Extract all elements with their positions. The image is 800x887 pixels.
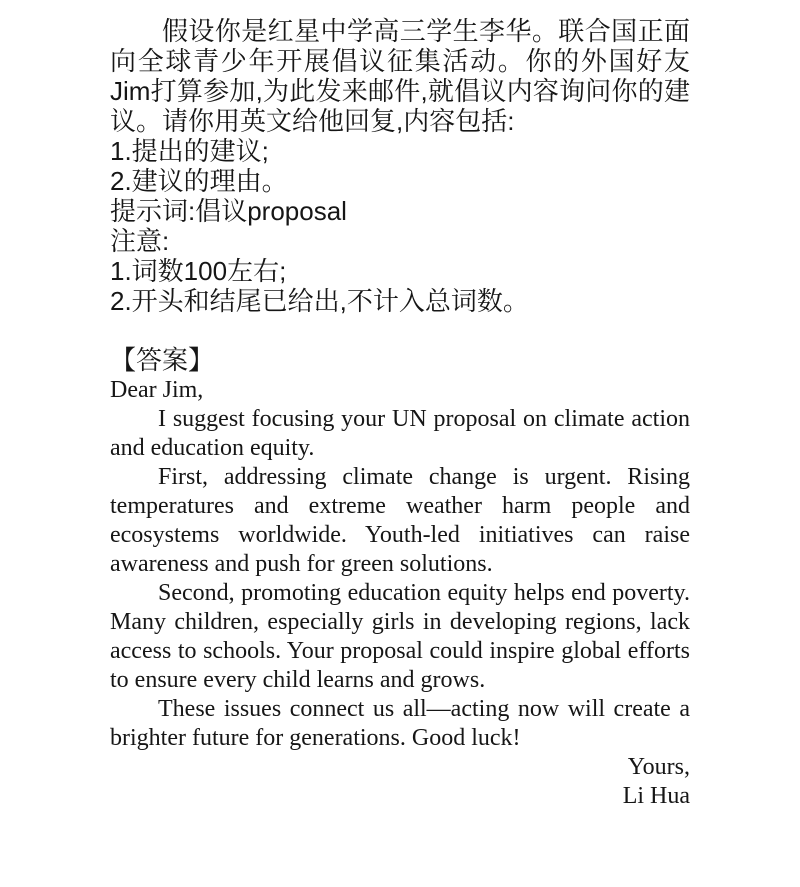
prompt-notes-label: 注意:	[110, 226, 170, 256]
prompt-note-1: 1.词数100左右;	[110, 256, 287, 286]
answer-heading: 【答案】	[110, 346, 215, 375]
letter-paragraph-2: First, addressing climate change is urgent. Rising temperatures and extreme weather harm people and ecosystems worldwide. Youth-led initiatives can raise awareness and push for green solutions.	[110, 464, 690, 577]
prompt-point-2: 2.建议的理由。	[110, 166, 288, 196]
prompt-hint-word: 提示词:倡议proposal	[110, 196, 347, 226]
letter-salutation: Dear Jim,	[110, 377, 204, 403]
prompt-point-1: 1.提出的建议;	[110, 136, 269, 166]
prompt-paragraph: 假设你是红星中学高三学生李华。联合国正面向全球青少年开展倡议征集活动。你的外国好友Jim打算参加,为此发来邮件,就倡议内容询问你的建议。请你用英文给他回复,内容包括:	[110, 16, 690, 136]
letter-paragraph-1: I suggest focusing your UN proposal on climate action and education equity.	[110, 406, 690, 461]
question-prompt	[110, 16, 690, 316]
letter-paragraph-4: These issues connect us all—acting now will create a brighter future for generations. Good luck!	[110, 696, 690, 751]
letter-paragraph-3: Second, promoting education equity helps end poverty. Many children, especially girls in developing regions, lack access to schools. Your proposal could inspire global efforts to ensure every child learns and grows.	[110, 580, 690, 693]
prompt-note-2: 2.开头和结尾已给出,不计入总词数。	[110, 286, 529, 316]
letter-closing: Yours,	[627, 754, 690, 780]
letter-signature: Li Hua	[622, 783, 690, 809]
answer-section	[110, 346, 690, 811]
